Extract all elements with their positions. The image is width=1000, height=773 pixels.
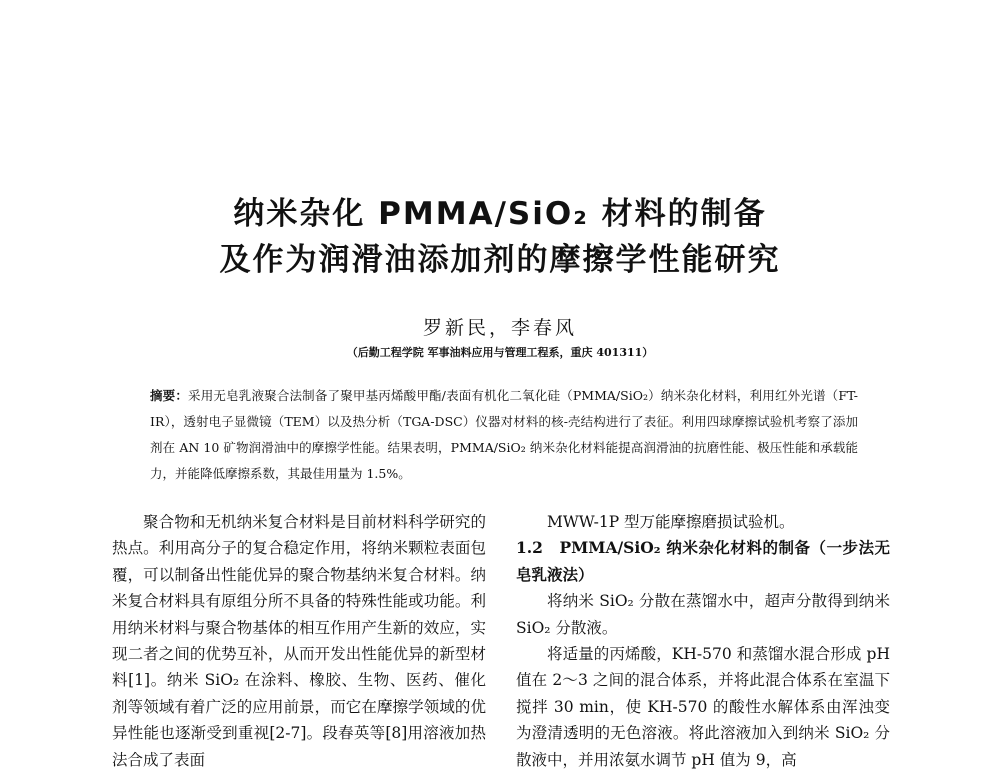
abstract-label: 摘要： xyxy=(150,388,189,403)
equipment-line: MWW-1P 型万能摩擦磨损试验机。 xyxy=(547,513,795,531)
method-paragraph-2: 将适量的丙烯酸，KH-570 和蒸馏水混合形成 pH 值在 2～3 之间的混合体系，并将此混合体系在室温下搅拌 30 min，使 KH-570 的酸性水解体系由浑浊变为澄清透明的无色溶液。将此溶液加入到纳米 SiO₂ 分散液中，并用浓氨水调节 pH 值为 9，高 xyxy=(516,645,890,769)
abstract-text: 采用无皂乳液聚合法制备了聚甲基丙烯酸甲酯/表面有机化二氧化硅（PMMA/SiO₂）纳米杂化材料，利用红外光谱（FT-IR），透射电子显微镜（TEM）以及热分析（TGA-DSC）仪器对材料的核-壳结构进行了表征。利用四球摩擦试验机考察了添加剂在 AN 10 矿物润滑油中的摩擦学性能。结果表明，PMMA/SiO₂ 纳米杂化材料能提高润滑油的抗磨性能、极压性能和承载能力，并能降低摩擦系数，其最佳用量为 1.5%。 xyxy=(150,388,858,481)
section-heading-1-2: 1.2 PMMA/SiO₂ 纳米杂化材料的制备（一步法无皂乳液法） xyxy=(516,538,890,584)
paper-title-line-1: 纳米杂化 PMMA/SiO₂ 材料的制备 xyxy=(233,196,767,232)
authors: 罗新民，李春风 xyxy=(422,317,577,339)
abstract xyxy=(150,383,858,487)
intro-paragraph: 聚合物和无机纳米复合材料是目前材料科学研究的热点。利用高分子的复合稳定作用，将纳米颗粒表面包覆，可以制备出性能优异的聚合物基纳米复合材料。纳米复合材料具有原组分所不具备的特殊性能或功能。利用纳米材料与聚合物基体的相互作用产生新的效应，实现二者之间的优势互补，从而开发出性能优异的新型材料[1]。纳米 SiO₂ 在涂料、橡胶、生物、医药、催化剂等领域有着广泛的应用前景，而它在摩擦学领域的优异性能也逐渐受到重视[2-7]。段春英等[8]用溶液加热法合成了表面 xyxy=(112,513,486,769)
left-column xyxy=(112,509,486,773)
right-column xyxy=(516,509,890,773)
paper-title-line-2: 及作为润滑油添加剂的摩擦学性能研究 xyxy=(219,242,781,278)
method-paragraph-1: 将纳米 SiO₂ 分散在蒸馏水中，超声分散得到纳米 SiO₂ 分散液。 xyxy=(516,592,890,637)
affiliation: （后勤工程学院 军事油料应用与管理工程系，重庆 401311） xyxy=(346,346,654,359)
